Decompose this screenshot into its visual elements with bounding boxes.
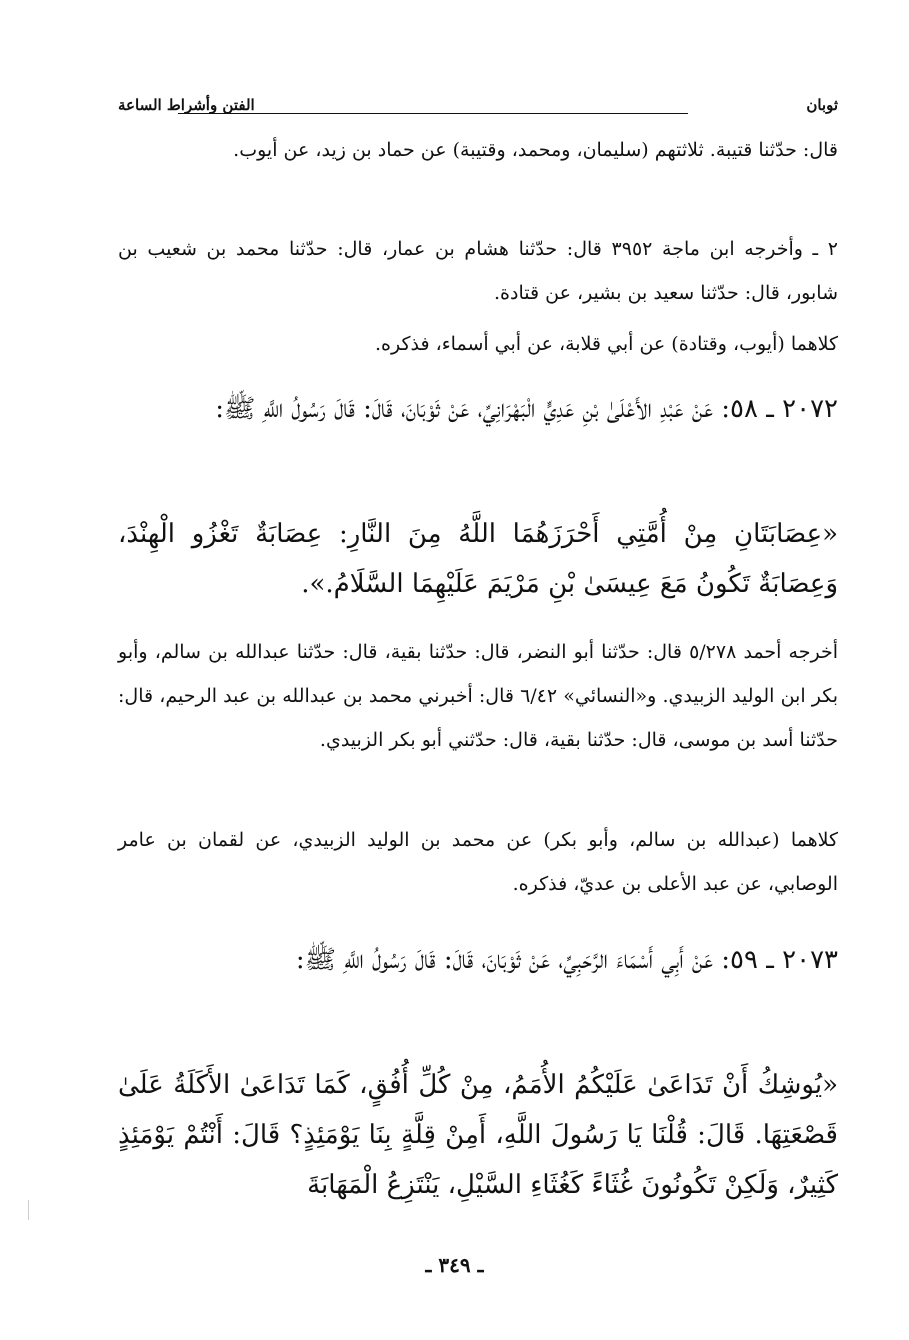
page-number: ـ ٣٤٩ ـ (425, 1253, 484, 1277)
section-title: الفتن وأشراط الساعة (118, 96, 255, 114)
hadith-2072-heading: ٢٠٧٢ ـ ٥٨: عَنْ عَبْدِ الأَعْلَىٰ بْنِ عَدِيٍّ الْبَهْرَانِيِّ، عَنْ ثَوْبَانَ، قَالَ: قَالَ رَسُولُ اللَّهِ ﷺ: (215, 394, 838, 424)
paragraph-ibn-majah: ٢ ـ وأخرجه ابن ماجة ٣٩٥٢ قال: حدّثنا هشام بن عمار، قال: حدّثنا محمد بن شعيب بن شابور، قال: حدّثنا سعيد بن بشير، عن قتادة. (118, 238, 839, 304)
edge-mark (28, 1200, 29, 1220)
hadith-2072-text: «عِصَابَتَانِ مِنْ أُمَّتِي أَحْرَزَهُمَا اللَّهُ مِنَ النَّارِ: عِصَابَةٌ تَغْزُو الْهِنْدَ، وَعِصَابَةٌ تَكُونُ مَعَ عِيسَىٰ بْنِ مَرْيَمَ عَلَيْهِمَا السَّلَامُ.». (118, 519, 838, 599)
narrator-name: ثوبان (806, 96, 838, 114)
paragraph-ahmad-nasai: أخرجه أحمد ٥/٢٧٨ قال: حدّثنا أبو النضر، قال: حدّثنا بقية، قال: حدّثنا عبدالله بن سالم، وأبو بكر ابن الوليد الزبيدي. و«النسائي» ٦/٤٢ قال: أخبرني محمد بن عبدالله بن عبد الرحيم، قال: حدّثنا أسد بن موسى، قال: حدّثنا بقية، قال: حدّثني أبو بكر الزبيدي. (118, 641, 839, 751)
hadith-2073-heading: ٢٠٧٣ ـ ٥٩: عَنْ أَبِي أَسْمَاءَ الرَّحَبِيِّ، عَنْ ثَوْبَانَ، قَالَ: قَالَ رَسُولُ اللَّهِ ﷺ: (295, 945, 838, 975)
running-header (118, 96, 838, 122)
paragraph-both-zubaydi: كلاهما (عبدالله بن سالم، وأبو بكر) عن محمد بن الوليد الزبيدي، عن لقمان بن عامر الوصابي، عن عبد الأعلى بن عديّ، فذكره. (118, 829, 838, 895)
paragraph-continuation: قال: حدّثنا قتيبة. ثلاثتهم (سليمان، ومحمد، وقتيبة) عن حماد بن زيد، عن أيوب. (233, 139, 838, 161)
hadith-2073-text: «يُوشِكُ أَنْ تَدَاعَىٰ عَلَيْكُمُ الأُمَمُ، مِنْ كُلِّ أُفُقٍ، كَمَا تَدَاعَىٰ الأَكَلَةُ عَلَىٰ قَصْعَتِهَا. قَالَ: قُلْنَا يَا رَسُولَ اللَّهِ، أَمِنْ قِلَّةٍ بِنَا يَوْمَئِذٍ؟ قَالَ: أَنْتُمْ يَوْمَئِذٍ كَثِيرٌ، وَلَكِنْ تَكُونُونَ غُثَاءً كَغُثَاءِ السَّيْلِ، يَنْتَزِعُ الْمَهَابَةَ (118, 1070, 838, 1200)
paragraph-both-abu-qilaba: كلاهما (أيوب، وقتادة) عن أبي قلابة، عن أبي أسماء، فذكره. (374, 333, 838, 355)
